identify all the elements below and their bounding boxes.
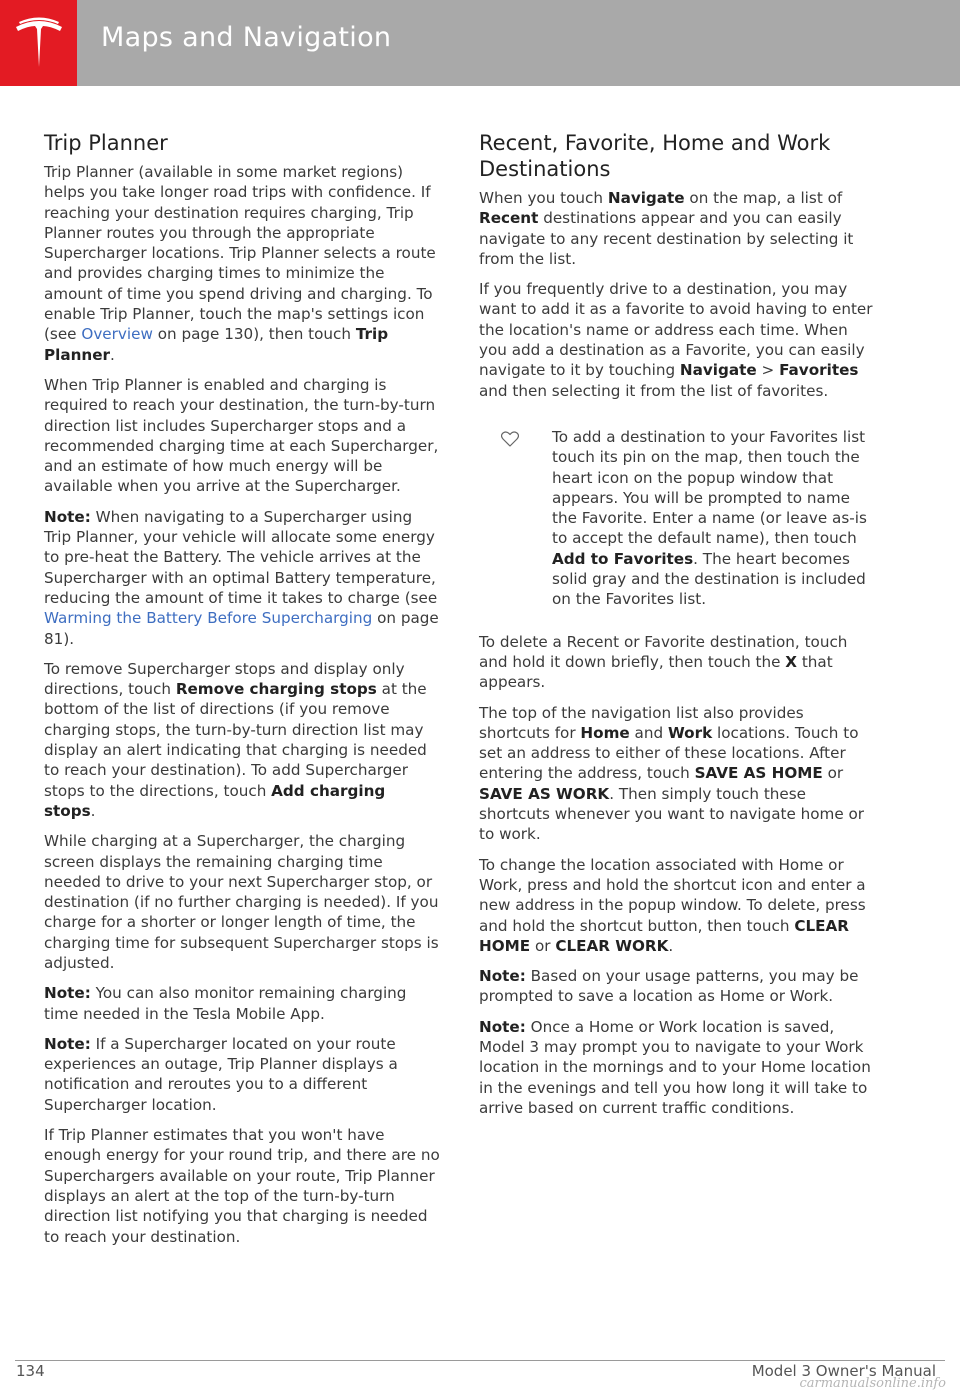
watermark: carmanualsonline.info bbox=[799, 1376, 946, 1391]
tesla-logo bbox=[0, 0, 77, 86]
paragraph: The top of the navigation list also provides shortcuts for Home and Work locations. Touch to set an address to either of these locations. After entering the address, touch SAVE AS HOME or SAVE AS WORK. Then simply touch these shortcuts whenever you want to navigate home or to work. bbox=[479, 703, 865, 844]
paragraph: To delete a Recent or Favorite destination, touch and hold it down briefly, then touch the X that appears. bbox=[479, 632, 848, 692]
right-column bbox=[479, 130, 875, 1128]
warming-battery-link[interactable]: Warming the Battery Before Supercharging bbox=[44, 609, 373, 628]
tesla-logo-icon bbox=[14, 17, 64, 69]
left-column bbox=[44, 130, 440, 1257]
favorites-tip bbox=[479, 427, 875, 610]
paragraph: Trip Planner (available in some market regions) helps you take longer road trips with confidence. If reaching your destination requires charging, Trip Planner routes you through the appropriate Supercharger locations. Trip Planner selects a route and provides charging times to minimize the amount of time you spend driving and charging. To enable Trip Planner, touch the map's settings icon (see Overview on page 130), then touch Trip Planner. bbox=[44, 163, 436, 364]
note: Note: If a Supercharger located on your route experiences an outage, Trip Planner displays a notification and reroutes you to a different Supercharger location. bbox=[44, 1034, 398, 1114]
paragraph: To remove Supercharger stops and display only directions, touch Remove charging stops at the bottom of the list of directions (if you remove charging stops, the turn-by-turn direction list may display an alert indicating that charging is needed to reach your destination). To add Supercharger stops to the directions, touch Add charging stops. bbox=[44, 659, 427, 820]
page-title: Maps and Navigation bbox=[101, 22, 392, 53]
trip-planner-heading: Trip Planner bbox=[44, 131, 168, 155]
paragraph: If you frequently drive to a destination, you may want to add it as a favorite to avoid having to enter the location's name or address each time. When you add a destination as a Favorite, you can easily navigate to it by touching Navigate > Favorites and then selecting it from the list of favorites. bbox=[479, 280, 873, 400]
destinations-heading: Recent, Favorite, Home and Work Destinations bbox=[479, 131, 831, 181]
note: Note: When navigating to a Supercharger using Trip Planner, your vehicle will allocate some energy to pre-heat the Battery. The vehicle arrives at the Supercharger with an optimal Battery temperature, reducing the amount of time it takes to charge (see Warming the Battery Before Supercharging on page 81). bbox=[44, 507, 439, 648]
paragraph: To change the location associated with Home or Work, press and hold the shortcut icon and enter a new address in the popup window. To delete, press and hold the shortcut button, then touch CLEAR HOME or CLEAR WORK. bbox=[479, 855, 866, 955]
paragraph: When you touch Navigate on the map, a list of Recent destinations appear and you can easily navigate to any recent destination by selecting it from the list. bbox=[479, 189, 854, 268]
manual-title: Model 3 Owner's Manual bbox=[751, 1362, 936, 1380]
heart-icon bbox=[479, 427, 552, 610]
note: Note: Once a Home or Work location is saved, Model 3 may prompt you to navigate to your Work location in the mornings and to your Home location in the evenings and tell you how long it will take to arrive based on current traffic conditions. bbox=[479, 1017, 871, 1117]
page-number: 134 bbox=[16, 1362, 45, 1380]
footer-divider bbox=[15, 1360, 945, 1361]
note: Note: Based on your usage patterns, you may be prompted to save a location as Home or Work. bbox=[479, 967, 859, 1006]
paragraph: While charging at a Supercharger, the charging screen displays the remaining charging time needed to drive to your next Supercharger stop, or destination (if no further charging is needed). If you charge for a shorter or longer length of time, the charging time for subsequent Supercharger stops is adjusted. bbox=[44, 832, 439, 972]
note: Note: You can also monitor remaining charging time needed in the Tesla Mobile App. bbox=[44, 984, 407, 1023]
paragraph: When Trip Planner is enabled and charging is required to reach your destination, the turn-by-turn direction list includes Supercharger stops and a recommended charging time at each Supercharger, and an estimate of how much energy will be available when you arrive at the Supercharger. bbox=[44, 375, 439, 496]
paragraph: If Trip Planner estimates that you won't have enough energy for your round trip, and there are no Superchargers available on your route, Trip Planner displays an alert at the top of the turn-by-turn direction list notifying you that charging is needed to reach your destination. bbox=[44, 1126, 440, 1246]
tip-text: To add a destination to your Favorites list touch its pin on the map, then touch the heart icon on the popup window that appears. You will be prompted to name the Favorite. Enter a name (or leave as-is to accept the default name), then touch Add to Favorites. The heart becomes solid gray and the destination is included on the Favorites list. bbox=[552, 427, 867, 609]
overview-link[interactable]: Overview bbox=[81, 325, 153, 344]
page-header bbox=[0, 0, 960, 86]
